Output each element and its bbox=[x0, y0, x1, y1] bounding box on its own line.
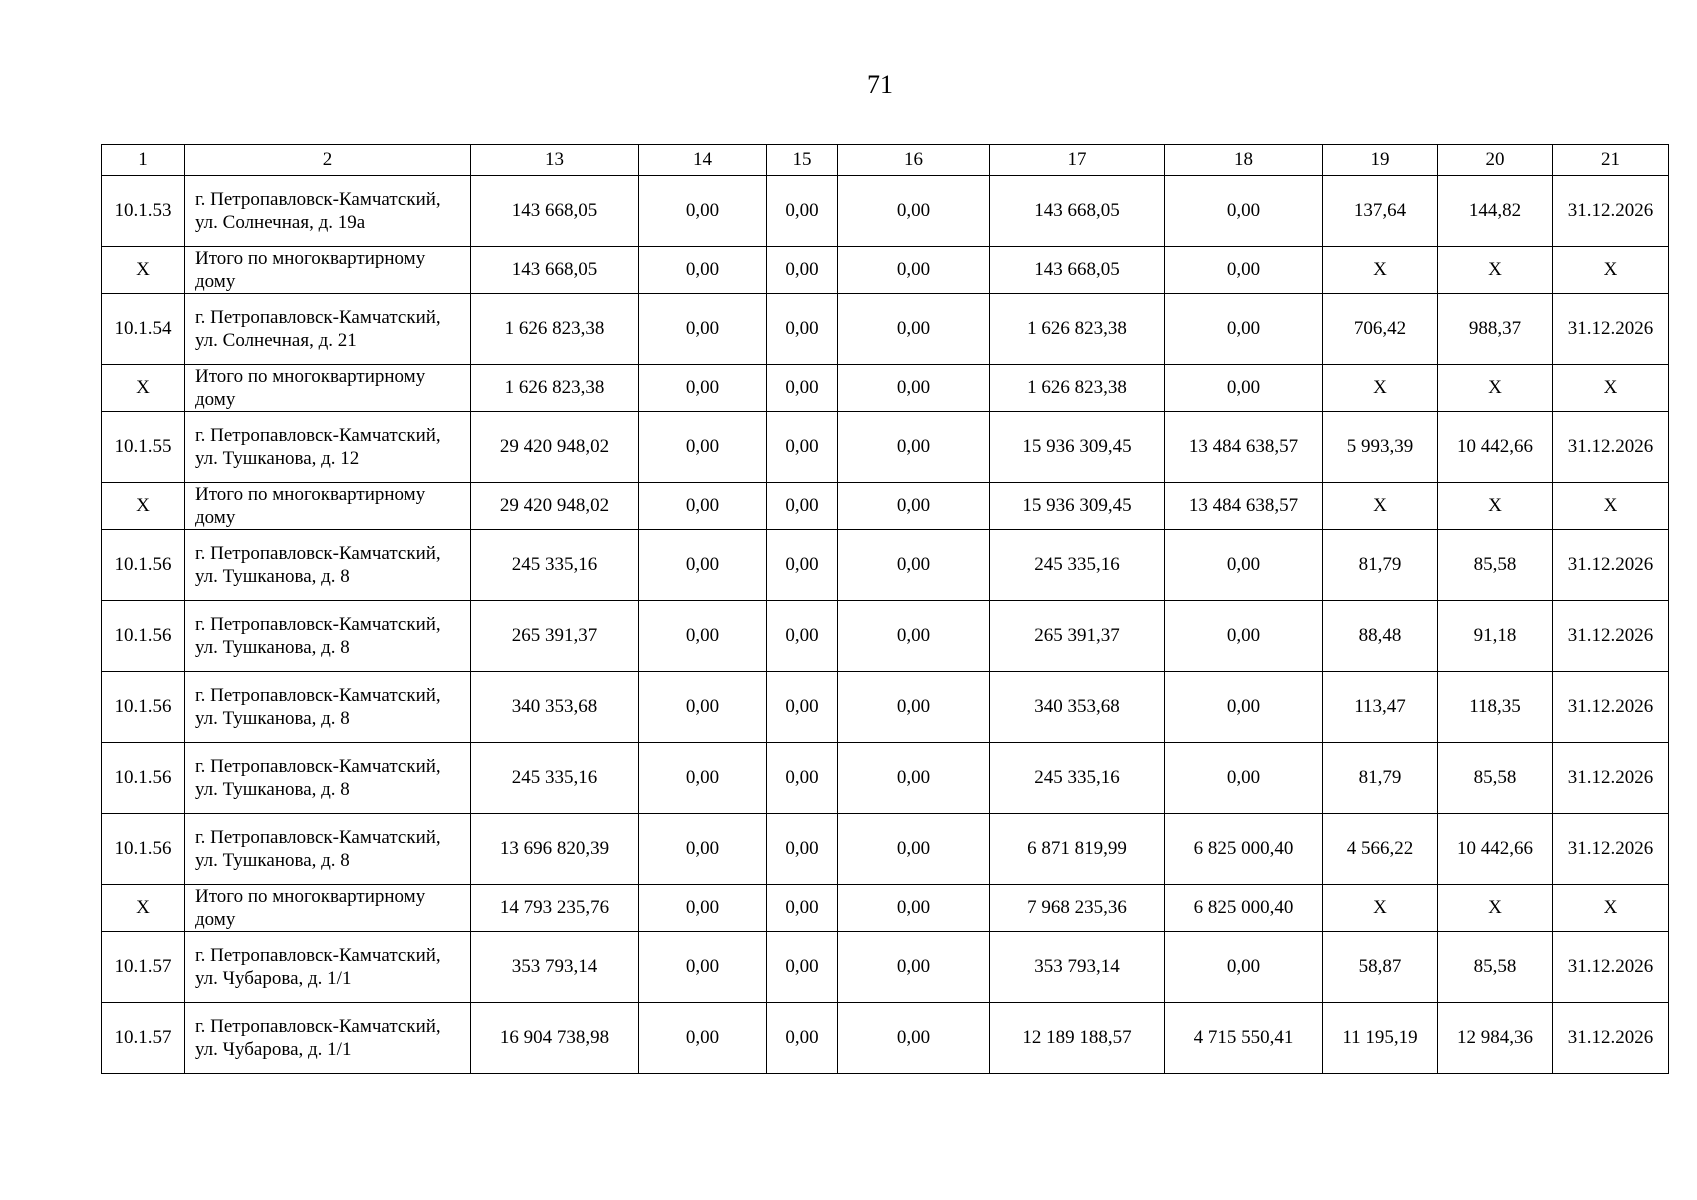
col-19-cell: 11 195,19 bbox=[1323, 1003, 1438, 1074]
col-17-cell: 1 626 823,38 bbox=[990, 365, 1165, 412]
col-14-cell: 0,00 bbox=[639, 247, 767, 294]
header-cell: 14 bbox=[639, 145, 767, 176]
col-15-cell: 0,00 bbox=[767, 483, 838, 530]
col-15-cell: 0,00 bbox=[767, 601, 838, 672]
date-cell: 31.12.2026 bbox=[1553, 672, 1669, 743]
col-13-cell: 353 793,14 bbox=[471, 932, 639, 1003]
col-20-cell: 91,18 bbox=[1438, 601, 1553, 672]
date-cell: Х bbox=[1553, 885, 1669, 932]
col-19-cell: Х bbox=[1323, 483, 1438, 530]
table-row bbox=[102, 294, 1669, 365]
col-20-cell: 118,35 bbox=[1438, 672, 1553, 743]
table-row bbox=[102, 176, 1669, 247]
header-cell: 19 bbox=[1323, 145, 1438, 176]
col-18-cell: 6 825 000,40 bbox=[1165, 885, 1323, 932]
address-cell: Итого по многоквартирному дому bbox=[185, 247, 471, 294]
col-20-cell: 85,58 bbox=[1438, 743, 1553, 814]
col-16-cell: 0,00 bbox=[838, 483, 990, 530]
col-15-cell: 0,00 bbox=[767, 743, 838, 814]
col-14-cell: 0,00 bbox=[639, 1003, 767, 1074]
col-20-cell: 988,37 bbox=[1438, 294, 1553, 365]
col-16-cell: 0,00 bbox=[838, 601, 990, 672]
row-number-cell: 10.1.57 bbox=[102, 1003, 185, 1074]
address-cell: г. Петропавловск-Камчатский, ул. Тушканова, д. 8 bbox=[185, 530, 471, 601]
col-13-cell: 1 626 823,38 bbox=[471, 365, 639, 412]
header-cell: 16 bbox=[838, 145, 990, 176]
col-19-cell: 58,87 bbox=[1323, 932, 1438, 1003]
col-20-cell: 144,82 bbox=[1438, 176, 1553, 247]
header-cell: 17 bbox=[990, 145, 1165, 176]
date-cell: 31.12.2026 bbox=[1553, 1003, 1669, 1074]
col-14-cell: 0,00 bbox=[639, 412, 767, 483]
row-number-cell: 10.1.56 bbox=[102, 814, 185, 885]
table-body bbox=[102, 145, 1669, 1074]
col-19-cell: Х bbox=[1323, 365, 1438, 412]
col-17-cell: 15 936 309,45 bbox=[990, 412, 1165, 483]
col-17-cell: 1 626 823,38 bbox=[990, 294, 1165, 365]
row-number-cell: 10.1.53 bbox=[102, 176, 185, 247]
col-13-cell: 143 668,05 bbox=[471, 247, 639, 294]
address-cell: Итого по многоквартирному дому bbox=[185, 483, 471, 530]
date-cell: 31.12.2026 bbox=[1553, 412, 1669, 483]
date-cell: 31.12.2026 bbox=[1553, 601, 1669, 672]
col-14-cell: 0,00 bbox=[639, 672, 767, 743]
col-13-cell: 29 420 948,02 bbox=[471, 483, 639, 530]
row-number-cell: 10.1.54 bbox=[102, 294, 185, 365]
header-row bbox=[102, 145, 1669, 176]
col-20-cell: Х bbox=[1438, 365, 1553, 412]
col-15-cell: 0,00 bbox=[767, 530, 838, 601]
col-13-cell: 13 696 820,39 bbox=[471, 814, 639, 885]
row-number-cell: 10.1.56 bbox=[102, 672, 185, 743]
col-20-cell: Х bbox=[1438, 483, 1553, 530]
col-16-cell: 0,00 bbox=[838, 412, 990, 483]
col-16-cell: 0,00 bbox=[838, 743, 990, 814]
header-cell: 18 bbox=[1165, 145, 1323, 176]
col-17-cell: 245 335,16 bbox=[990, 743, 1165, 814]
header-cell: 20 bbox=[1438, 145, 1553, 176]
col-17-cell: 353 793,14 bbox=[990, 932, 1165, 1003]
table-row bbox=[102, 1003, 1669, 1074]
header-cell: 2 bbox=[185, 145, 471, 176]
col-14-cell: 0,00 bbox=[639, 176, 767, 247]
col-17-cell: 7 968 235,36 bbox=[990, 885, 1165, 932]
col-16-cell: 0,00 bbox=[838, 294, 990, 365]
address-cell: Итого по многоквартирному дому bbox=[185, 885, 471, 932]
col-13-cell: 16 904 738,98 bbox=[471, 1003, 639, 1074]
col-18-cell: 0,00 bbox=[1165, 672, 1323, 743]
total-row bbox=[102, 483, 1669, 530]
col-20-cell: 85,58 bbox=[1438, 932, 1553, 1003]
col-16-cell: 0,00 bbox=[838, 885, 990, 932]
col-19-cell: 5 993,39 bbox=[1323, 412, 1438, 483]
col-18-cell: 0,00 bbox=[1165, 530, 1323, 601]
table-row bbox=[102, 743, 1669, 814]
col-18-cell: 0,00 bbox=[1165, 247, 1323, 294]
col-19-cell: 81,79 bbox=[1323, 743, 1438, 814]
date-cell: 31.12.2026 bbox=[1553, 294, 1669, 365]
address-cell: г. Петропавловск-Камчатский, ул. Тушканова, д. 12 bbox=[185, 412, 471, 483]
col-18-cell: 13 484 638,57 bbox=[1165, 412, 1323, 483]
row-number-cell: 10.1.56 bbox=[102, 530, 185, 601]
col-15-cell: 0,00 bbox=[767, 1003, 838, 1074]
col-16-cell: 0,00 bbox=[838, 672, 990, 743]
col-15-cell: 0,00 bbox=[767, 365, 838, 412]
col-15-cell: 0,00 bbox=[767, 885, 838, 932]
col-19-cell: 706,42 bbox=[1323, 294, 1438, 365]
col-17-cell: 245 335,16 bbox=[990, 530, 1165, 601]
col-13-cell: 265 391,37 bbox=[471, 601, 639, 672]
col-16-cell: 0,00 bbox=[838, 176, 990, 247]
col-15-cell: 0,00 bbox=[767, 176, 838, 247]
col-19-cell: 137,64 bbox=[1323, 176, 1438, 247]
row-number-cell: 10.1.57 bbox=[102, 932, 185, 1003]
date-cell: 31.12.2026 bbox=[1553, 932, 1669, 1003]
col-14-cell: 0,00 bbox=[639, 365, 767, 412]
table-row bbox=[102, 530, 1669, 601]
col-18-cell: 13 484 638,57 bbox=[1165, 483, 1323, 530]
col-17-cell: 12 189 188,57 bbox=[990, 1003, 1165, 1074]
date-cell: 31.12.2026 bbox=[1553, 530, 1669, 601]
col-14-cell: 0,00 bbox=[639, 885, 767, 932]
address-cell: г. Петропавловск-Камчатский, ул. Чубарова, д. 1/1 bbox=[185, 1003, 471, 1074]
col-20-cell: 10 442,66 bbox=[1438, 814, 1553, 885]
col-17-cell: 340 353,68 bbox=[990, 672, 1165, 743]
total-row bbox=[102, 365, 1669, 412]
col-17-cell: 15 936 309,45 bbox=[990, 483, 1165, 530]
col-13-cell: 14 793 235,76 bbox=[471, 885, 639, 932]
col-19-cell: Х bbox=[1323, 885, 1438, 932]
col-17-cell: 143 668,05 bbox=[990, 247, 1165, 294]
table-row bbox=[102, 814, 1669, 885]
col-14-cell: 0,00 bbox=[639, 743, 767, 814]
row-number-cell: Х bbox=[102, 885, 185, 932]
header-cell: 21 bbox=[1553, 145, 1669, 176]
total-row bbox=[102, 885, 1669, 932]
col-14-cell: 0,00 bbox=[639, 932, 767, 1003]
col-18-cell: 0,00 bbox=[1165, 365, 1323, 412]
col-20-cell: 12 984,36 bbox=[1438, 1003, 1553, 1074]
col-14-cell: 0,00 bbox=[639, 294, 767, 365]
header-cell: 1 bbox=[102, 145, 185, 176]
col-18-cell: 0,00 bbox=[1165, 743, 1323, 814]
date-cell: Х bbox=[1553, 483, 1669, 530]
date-cell: Х bbox=[1553, 365, 1669, 412]
address-cell: г. Петропавловск-Камчатский, ул. Тушканова, д. 8 bbox=[185, 743, 471, 814]
col-20-cell: Х bbox=[1438, 885, 1553, 932]
col-14-cell: 0,00 bbox=[639, 601, 767, 672]
table-row bbox=[102, 932, 1669, 1003]
col-15-cell: 0,00 bbox=[767, 247, 838, 294]
row-number-cell: 10.1.56 bbox=[102, 601, 185, 672]
row-number-cell: Х bbox=[102, 365, 185, 412]
col-18-cell: 6 825 000,40 bbox=[1165, 814, 1323, 885]
col-18-cell: 0,00 bbox=[1165, 294, 1323, 365]
col-15-cell: 0,00 bbox=[767, 672, 838, 743]
col-13-cell: 29 420 948,02 bbox=[471, 412, 639, 483]
date-cell: 31.12.2026 bbox=[1553, 743, 1669, 814]
address-cell: г. Петропавловск-Камчатский, ул. Тушканова, д. 8 bbox=[185, 601, 471, 672]
col-13-cell: 340 353,68 bbox=[471, 672, 639, 743]
col-20-cell: 10 442,66 bbox=[1438, 412, 1553, 483]
col-19-cell: 81,79 bbox=[1323, 530, 1438, 601]
data-table bbox=[101, 144, 1669, 1074]
table-row bbox=[102, 412, 1669, 483]
col-17-cell: 265 391,37 bbox=[990, 601, 1165, 672]
col-17-cell: 6 871 819,99 bbox=[990, 814, 1165, 885]
address-cell: г. Петропавловск-Камчатский, ул. Тушканова, д. 8 bbox=[185, 814, 471, 885]
col-19-cell: Х bbox=[1323, 247, 1438, 294]
col-18-cell: 0,00 bbox=[1165, 176, 1323, 247]
col-19-cell: 88,48 bbox=[1323, 601, 1438, 672]
table-row bbox=[102, 672, 1669, 743]
col-18-cell: 0,00 bbox=[1165, 601, 1323, 672]
header-cell: 15 bbox=[767, 145, 838, 176]
header-cell: 13 bbox=[471, 145, 639, 176]
col-16-cell: 0,00 bbox=[838, 530, 990, 601]
col-13-cell: 245 335,16 bbox=[471, 743, 639, 814]
address-cell: г. Петропавловск-Камчатский, ул. Чубарова, д. 1/1 bbox=[185, 932, 471, 1003]
col-20-cell: Х bbox=[1438, 247, 1553, 294]
table-row bbox=[102, 601, 1669, 672]
address-cell: Итого по многоквартирному дому bbox=[185, 365, 471, 412]
page-number: 71 bbox=[867, 70, 893, 99]
col-18-cell: 4 715 550,41 bbox=[1165, 1003, 1323, 1074]
col-15-cell: 0,00 bbox=[767, 412, 838, 483]
col-15-cell: 0,00 bbox=[767, 814, 838, 885]
row-number-cell: 10.1.56 bbox=[102, 743, 185, 814]
col-13-cell: 245 335,16 bbox=[471, 530, 639, 601]
col-14-cell: 0,00 bbox=[639, 814, 767, 885]
col-15-cell: 0,00 bbox=[767, 932, 838, 1003]
col-13-cell: 1 626 823,38 bbox=[471, 294, 639, 365]
row-number-cell: 10.1.55 bbox=[102, 412, 185, 483]
address-cell: г. Петропавловск-Камчатский, ул. Тушканова, д. 8 bbox=[185, 672, 471, 743]
date-cell: 31.12.2026 bbox=[1553, 814, 1669, 885]
address-cell: г. Петропавловск-Камчатский, ул. Солнечная, д. 21 bbox=[185, 294, 471, 365]
col-16-cell: 0,00 bbox=[838, 932, 990, 1003]
col-19-cell: 113,47 bbox=[1323, 672, 1438, 743]
col-16-cell: 0,00 bbox=[838, 814, 990, 885]
col-17-cell: 143 668,05 bbox=[990, 176, 1165, 247]
row-number-cell: Х bbox=[102, 247, 185, 294]
col-16-cell: 0,00 bbox=[838, 247, 990, 294]
col-15-cell: 0,00 bbox=[767, 294, 838, 365]
col-14-cell: 0,00 bbox=[639, 530, 767, 601]
date-cell: Х bbox=[1553, 247, 1669, 294]
row-number-cell: Х bbox=[102, 483, 185, 530]
col-16-cell: 0,00 bbox=[838, 1003, 990, 1074]
col-13-cell: 143 668,05 bbox=[471, 176, 639, 247]
address-cell: г. Петропавловск-Камчатский, ул. Солнечная, д. 19а bbox=[185, 176, 471, 247]
col-20-cell: 85,58 bbox=[1438, 530, 1553, 601]
col-14-cell: 0,00 bbox=[639, 483, 767, 530]
col-18-cell: 0,00 bbox=[1165, 932, 1323, 1003]
date-cell: 31.12.2026 bbox=[1553, 176, 1669, 247]
col-19-cell: 4 566,22 bbox=[1323, 814, 1438, 885]
col-16-cell: 0,00 bbox=[838, 365, 990, 412]
total-row bbox=[102, 247, 1669, 294]
